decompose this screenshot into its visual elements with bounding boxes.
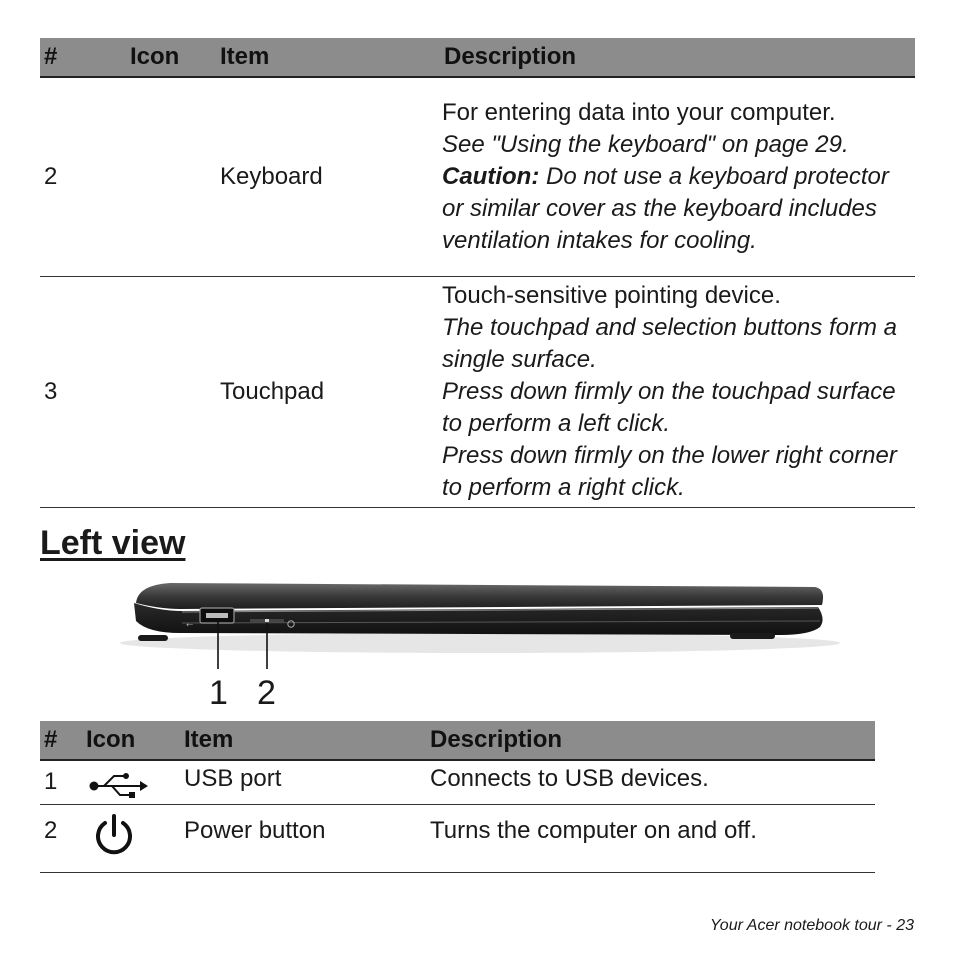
row-item: Keyboard — [216, 77, 440, 276]
laptop-left-view-image — [120, 575, 840, 710]
row-item: Power button — [180, 804, 426, 872]
power-icon — [92, 813, 136, 857]
caution-label: Caution: — [442, 162, 540, 190]
usb-icon — [86, 770, 148, 800]
row-number: 2 — [40, 804, 82, 872]
row-icon-cell — [126, 276, 216, 507]
row-item: Touchpad — [216, 276, 440, 507]
description-note-3: Press down firmly on the lower right corner to perform a right click. — [442, 441, 897, 501]
header-description: Description — [440, 38, 915, 77]
table-row-power — [40, 804, 875, 872]
row-number: 3 — [40, 276, 126, 507]
description-text: Touch-sensitive pointing device. — [442, 281, 781, 309]
header-icon: Icon — [126, 38, 216, 77]
page-footer: Your Acer notebook tour - 23 — [710, 917, 914, 934]
row-description — [440, 276, 915, 507]
table-row-keyboard — [40, 77, 915, 276]
row-number: 1 — [40, 760, 82, 804]
table-row-usb — [40, 760, 875, 804]
header-item: Item — [180, 721, 426, 760]
row-description — [440, 77, 915, 276]
header-item: Item — [216, 38, 440, 77]
row-description: Connects to USB devices. — [426, 760, 875, 804]
header-number: # — [40, 38, 126, 77]
table-header-row — [40, 38, 915, 77]
row-icon-cell — [82, 760, 180, 804]
callout-1: 1 — [209, 674, 228, 712]
caution-note — [442, 161, 915, 257]
caution-text: Do not use a keyboard protector or similar cover as the keyboard includes ventilation intakes for cooling. — [442, 162, 889, 254]
component-table-left-view — [40, 721, 875, 873]
component-table-top — [40, 38, 915, 508]
section-title: Left view — [40, 524, 186, 562]
header-icon: Icon — [82, 721, 180, 760]
row-description: Turns the computer on and off. — [426, 804, 875, 872]
row-icon-cell — [126, 77, 216, 276]
description-note-1: The touchpad and selection buttons form a single surface. — [442, 313, 897, 373]
header-number: # — [40, 721, 82, 760]
row-item: USB port — [180, 760, 426, 804]
svg-text:⭠: ⭠ — [186, 620, 194, 630]
row-number: 2 — [40, 77, 126, 276]
description-note-2: Press down firmly on the touchpad surface to perform a left click. — [442, 377, 896, 437]
description-text: For entering data into your computer. — [442, 98, 836, 126]
header-description: Description — [426, 721, 875, 760]
table-row-touchpad — [40, 276, 915, 507]
callout-2: 2 — [257, 674, 276, 712]
table-header-row — [40, 721, 875, 760]
cross-reference-text: See "Using the keyboard" on page 29. — [442, 130, 849, 158]
row-icon-cell — [82, 804, 180, 872]
